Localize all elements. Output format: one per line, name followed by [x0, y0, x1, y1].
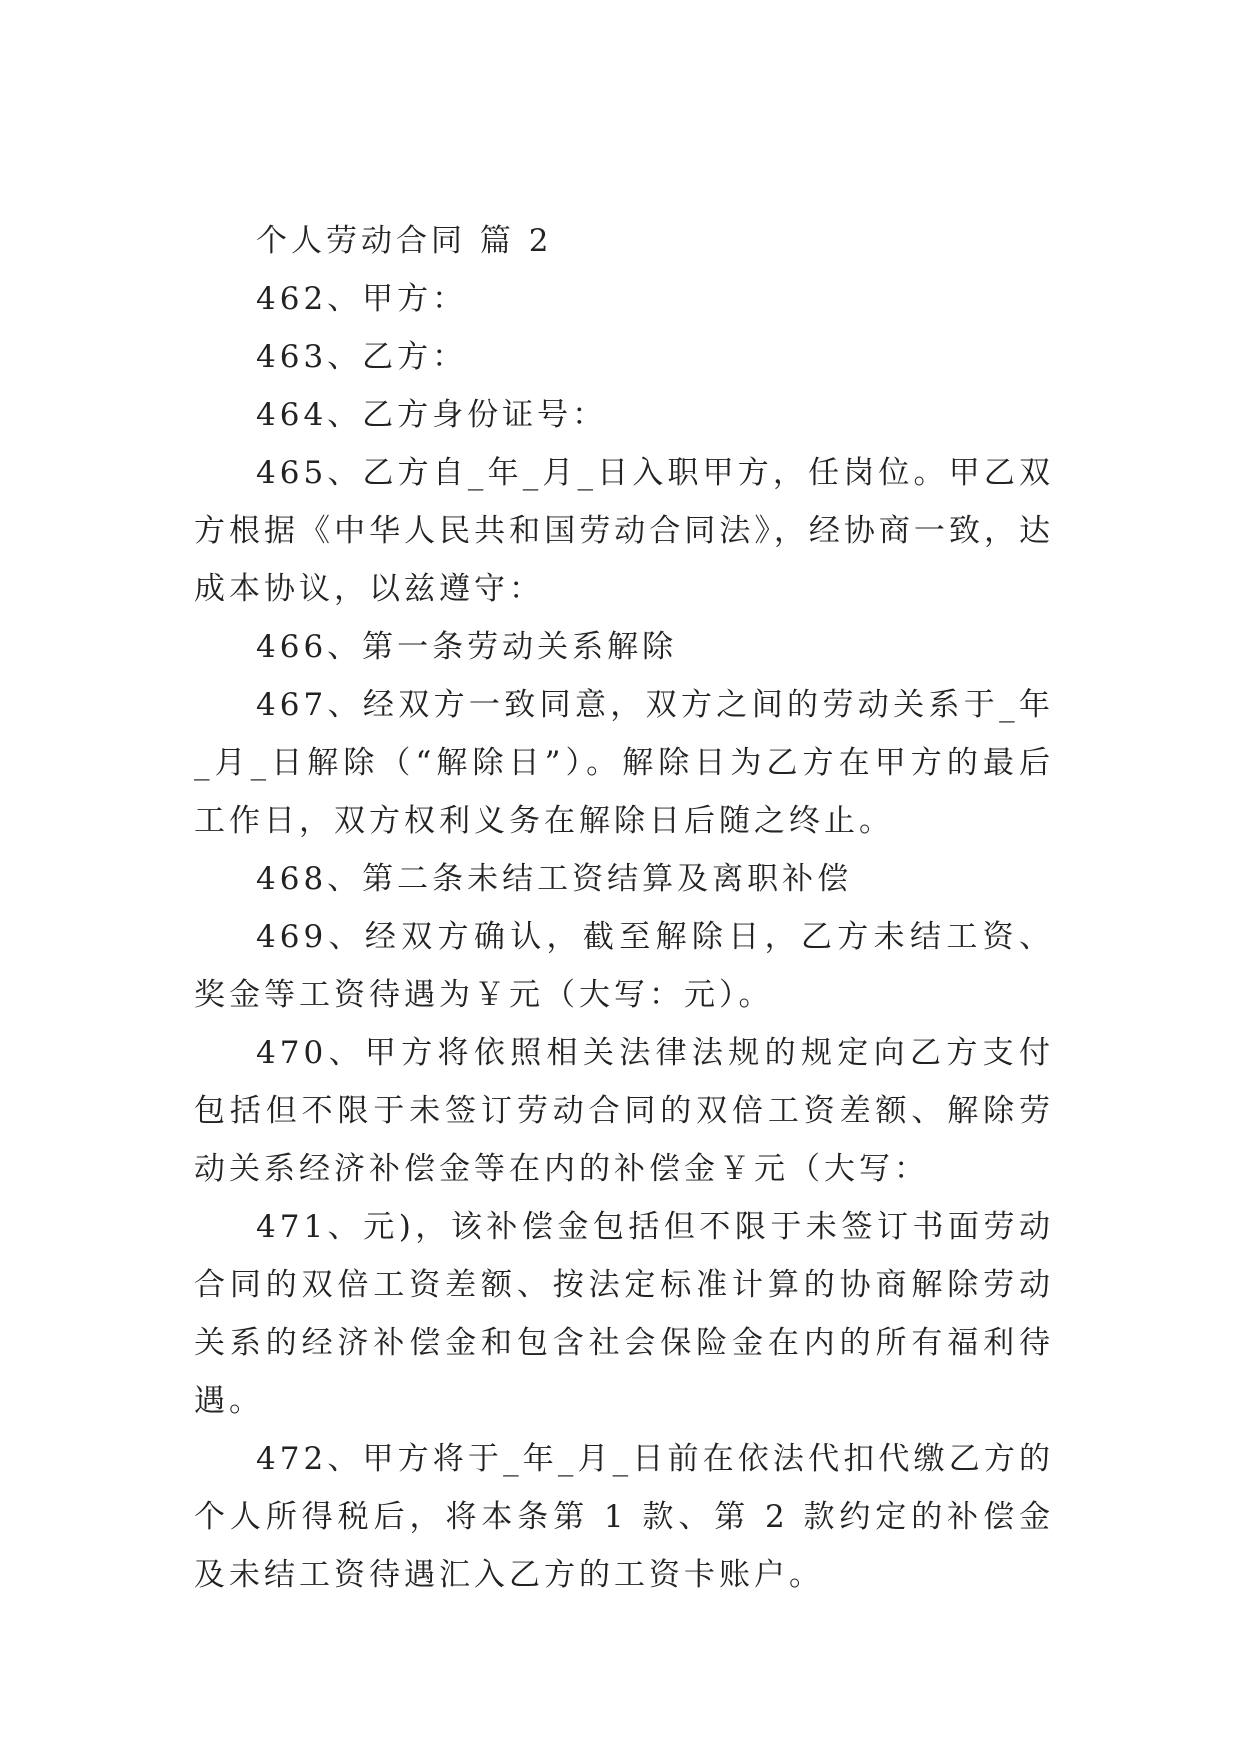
document-body — [194, 212, 1054, 1604]
paragraph-wages: 469、经双方确认，截至解除日，乙方未结工资、奖金等工资待遇为￥元（大写：元）。 — [194, 919, 1054, 1013]
paragraph-employment: 465、乙方自_年_月_日入职甲方，任岗位。甲乙双方根据《中华人民共和国劳动合同法》，经协商一致，达成本协议，以兹遵守： — [194, 455, 1054, 607]
clause-heading-2: 468、第二条未结工资结算及离职补偿 — [256, 861, 853, 897]
paragraph-payment: 472、甲方将于_年_月_日前在依法代扣代缴乙方的个人所得税后，将本条第 1 款、第 2 款约定的补偿金及未结工资待遇汇入乙方的工资卡账户。 — [194, 1441, 1054, 1593]
paragraph-party-b: 463、乙方： — [256, 339, 468, 375]
paragraph-party-a: 462、甲方： — [256, 281, 468, 317]
paragraph-compensation-scope: 471、元)，该补偿金包括但不限于未签订书面劳动合同的双倍工资差额、按法定标准计算的协商解除劳动关系的经济补偿金和包含社会保险金在内的所有福利待遇。 — [194, 1209, 1054, 1419]
section-title: 个人劳动合同 篇 2 — [256, 223, 553, 259]
paragraph-id-number: 464、乙方身份证号： — [256, 397, 608, 433]
paragraph-compensation: 470、甲方将依照相关法律法规的规定向乙方支付包括但不限于未签订劳动合同的双倍工资差额、解除劳动关系经济补偿金等在内的补偿金￥元（大写： — [194, 1035, 1054, 1187]
paragraph-termination: 467、经双方一致同意，双方之间的劳动关系于_年_月_日解除（“解除日”）。解除日为乙方在甲方的最后工作日，双方权利义务在解除日后随之终止。 — [194, 687, 1054, 839]
clause-heading-1: 466、第一条劳动关系解除 — [256, 629, 678, 665]
